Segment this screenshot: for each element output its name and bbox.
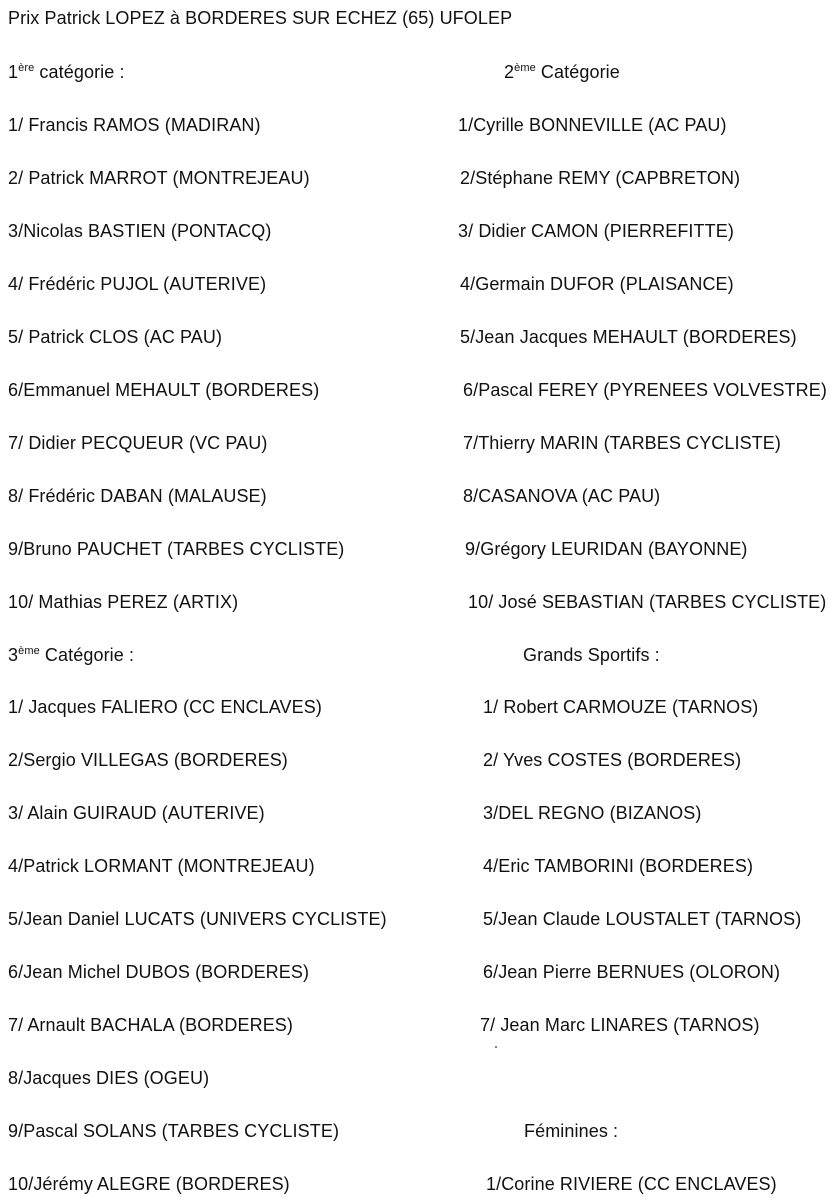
category-2-result: 6/Pascal FEREY (PYRENEES VOLVESTRE) [463,380,827,400]
category-1-result: 6/Emmanuel MEHAULT (BORDERES) [8,380,320,400]
category-1-result: 3/Nicolas BASTIEN (PONTACQ) [8,221,272,241]
category-2-result: 9/Grégory LEURIDAN (BAYONNE) [465,539,748,559]
category-1-heading-label: catégorie : [34,62,125,82]
category-3-result: 2/Sergio VILLEGAS (BORDERES) [8,750,288,770]
category-3-result: 6/Jean Michel DUBOS (BORDERES) [8,962,310,982]
category-1-result: 10/ Mathias PEREZ (ARTIX) [8,592,239,612]
document-title: Prix Patrick LOPEZ à BORDERES SUR ECHEZ (65) UFOLEP [8,8,513,28]
grands-sportifs-result: 4/Eric TAMBORINI (BORDERES) [483,856,754,876]
category-1-heading [8,61,125,83]
category-3-result: 9/Pascal SOLANS (TARBES CYCLISTE) [8,1121,340,1141]
category-3-heading [8,644,134,666]
grands-sportifs-result: 2/ Yves COSTES (BORDERES) [483,750,742,770]
scan-speck [495,1046,497,1048]
category-1-result: 5/ Patrick CLOS (AC PAU) [8,327,223,347]
category-1-result: 4/ Frédéric PUJOL (AUTERIVE) [8,274,267,294]
category-2-result: 7/Thierry MARIN (TARBES CYCLISTE) [463,433,782,453]
category-1-result: 9/Bruno PAUCHET (TARBES CYCLISTE) [8,539,345,559]
grands-sportifs-result: 5/Jean Claude LOUSTALET (TARNOS) [483,909,802,929]
category-3-heading-number: 3 [8,645,19,665]
category-2-heading-number: 2 [504,62,515,82]
category-2-result: 5/Jean Jacques MEHAULT (BORDERES) [460,327,797,347]
category-2-heading [504,61,620,83]
category-3-heading-suffix: ème [18,645,40,657]
category-3-result: 3/ Alain GUIRAUD (AUTERIVE) [8,803,265,823]
category-1-result: 1/ Francis RAMOS (MADIRAN) [8,115,261,135]
category-2-result: 8/CASANOVA (AC PAU) [463,486,661,506]
grands-sportifs-result: 3/DEL REGNO (BIZANOS) [483,803,702,823]
category-3-result: 10/Jérémy ALEGRE (BORDERES) [8,1174,290,1194]
grands-sportifs-result: 6/Jean Pierre BERNUES (OLORON) [483,962,781,982]
category-1-result: 2/ Patrick MARROT (MONTREJEAU) [8,168,310,188]
grands-sportifs-result: 1/ Robert CARMOUZE (TARNOS) [483,697,759,717]
category-2-heading-label: Catégorie [535,62,620,82]
category-1-heading-suffix: ère [18,62,35,74]
category-3-heading-label: Catégorie : [39,645,135,665]
category-2-result: 4/Germain DUFOR (PLAISANCE) [460,274,734,294]
category-3-result: 4/Patrick LORMANT (MONTREJEAU) [8,856,315,876]
grands-sportifs-heading: Grands Sportifs : [523,645,660,665]
category-1-heading-number: 1 [8,62,19,82]
category-2-result: 10/ José SEBASTIAN (TARBES CYCLISTE) [468,592,827,612]
category-2-result: 3/ Didier CAMON (PIERREFITTE) [458,221,734,241]
category-2-heading-suffix: ème [514,62,536,74]
grands-sportifs-result: 7/ Jean Marc LINARES (TARNOS) [480,1015,760,1035]
category-3-result: 7/ Arnault BACHALA (BORDERES) [8,1015,294,1035]
category-3-result: 8/Jacques DIES (OGEU) [8,1068,210,1088]
category-3-result: 1/ Jacques FALIERO (CC ENCLAVES) [8,697,322,717]
category-1-result: 7/ Didier PECQUEUR (VC PAU) [8,433,268,453]
category-3-result: 5/Jean Daniel LUCATS (UNIVERS CYCLISTE) [8,909,387,929]
category-2-result: 2/Stéphane REMY (CAPBRETON) [460,168,741,188]
category-1-result: 8/ Frédéric DABAN (MALAUSE) [8,486,267,506]
category-2-result: 1/Cyrille BONNEVILLE (AC PAU) [458,115,727,135]
feminines-result: 1/Corine RIVIERE (CC ENCLAVES) [486,1174,777,1194]
feminines-heading: Féminines : [524,1121,619,1141]
